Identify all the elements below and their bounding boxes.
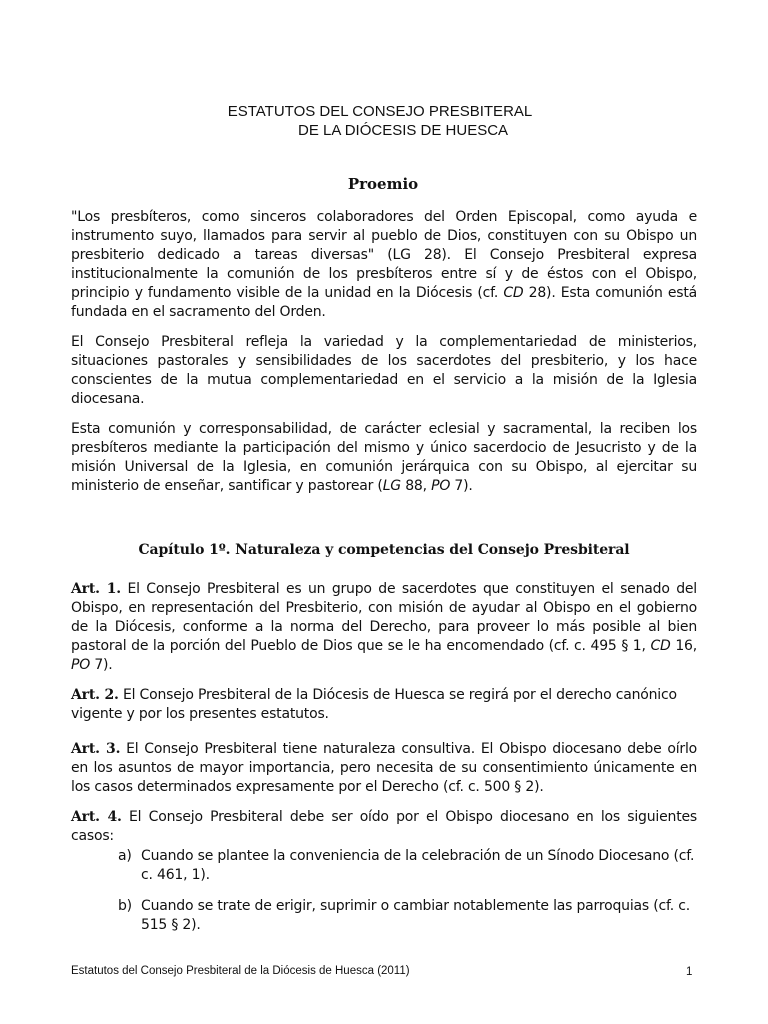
list-item-text: Cuando se trate de erigir, suprimir o cambiar notablemente las parroquias (cf. c. 515 § 2). <box>141 898 690 933</box>
document-title-line1: ESTATUTOS DEL CONSEJO PRESBITERAL <box>227 103 533 120</box>
article-1-end: 7). <box>90 657 113 673</box>
article-2-text: El Consejo Presbiteral de la Diócesis de Huesca se regirá por el derecho canónico vigente y por los presentes estatutos. <box>71 687 677 722</box>
proemio-p3-cite-lg: LG <box>382 478 401 494</box>
article-1-cite-cd: CD <box>650 638 671 654</box>
list-item-text: Cuando se plantee la conveniencia de la celebración de un Sínodo Diocesano (cf. c. 461, 1). <box>141 848 695 883</box>
proemio-paragraph-3 <box>71 420 697 496</box>
proemio-paragraph-2 <box>71 333 697 409</box>
chapter-1-heading: Capítulo 1º. Naturaleza y competencias del Consejo Presbiteral <box>138 542 630 558</box>
article-3-label: Art. 3. <box>71 741 121 757</box>
proemio-paragraph-1 <box>71 208 697 322</box>
article-1-label: Art. 1. <box>71 581 121 597</box>
article-3-text: El Consejo Presbiteral tiene naturaleza consultiva. El Obispo diocesano debe oírlo en los asuntos de mayor importancia, pero necesita de su consentimiento únicamente en los casos determinados expresamente por el Derecho (cf. c. 500 § 2). <box>71 741 697 795</box>
proemio-p3-mid: 88, <box>400 478 432 494</box>
article-2-label: Art. 2. <box>71 687 119 703</box>
list-marker: b) <box>118 898 132 914</box>
proemio-p1-text: "Los presbíteros, como sinceros colaboradores del Orden Episcopal, como ayuda e instrumento suyo, llamados para servir al pueblo de Dios, constituyen con su Obispo un presbiterio dedicado a tareas diversas" (LG 28). El Consejo Presbiteral expresa institucionalmente la comunión de los presbíteros entre sí y de éstos con el Obispo, principio y fundamento visible de la unidad en la Diócesis (cf. <box>71 209 697 301</box>
proemio-heading-text: Proemio <box>347 175 419 193</box>
article-1 <box>71 580 697 675</box>
proemio-p3-cite-po: PO <box>431 478 451 494</box>
article-4 <box>71 808 697 846</box>
article-2 <box>71 686 697 724</box>
proemio-p2-text: El Consejo Presbiteral refleja la variedad y la complementariedad de ministerios, situaciones pastorales y sensibilidades de los sacerdotes del presbiterio, y los hace conscientes de la mutua complementariedad en el servicio a la misión de la Iglesia diocesana. <box>71 334 697 407</box>
proemio-p1-end: 28). Esta comunión está fundada en el sacramento del Orden. <box>71 285 698 320</box>
article-1-text: El Consejo Presbiteral es un grupo de sacerdotes que constituyen el senado del Obispo, en representación del Presbiterio, con misión de ayudar al Obispo en el gobierno de la Diócesis, conforme a la norma del Derecho, para proveer lo más posible al bien pastoral de la porción del Pueblo de Dios que se le ha encomendado (cf. c. 495 § 1, <box>71 581 697 654</box>
article-3 <box>71 740 697 797</box>
proemio-heading <box>0 175 768 193</box>
proemio-p3-text: Esta comunión y corresponsabilidad, de carácter eclesial y sacramental, la reciben los presbíteros mediante la participación del mismo y único sacerdocio de Jesucristo y de la misión Universal de la Iglesia, en comunión jerárquica con su Obispo, al ejercitar su ministerio de enseñar, santificar y pastorear ( <box>71 421 697 494</box>
article-4-item-a <box>118 847 696 885</box>
article-1-mid: 16, <box>670 638 698 654</box>
article-1-cite-po: PO <box>71 657 91 673</box>
proemio-p3-end: 7). <box>450 478 473 494</box>
footer-text: Estatutos del Consejo Presbiteral de la Diócesis de Huesca (2011) <box>71 965 410 977</box>
proemio-p1-cite: CD <box>503 285 524 301</box>
document-title-line2: DE LA DIÓCESIS DE HUESCA <box>298 122 509 139</box>
article-4-text: El Consejo Presbiteral debe ser oído por el Obispo diocesano en los siguientes casos: <box>71 809 697 844</box>
article-4-label: Art. 4. <box>71 809 122 825</box>
list-marker: a) <box>118 848 132 864</box>
article-4-item-b <box>118 897 696 935</box>
page-number: 1 <box>686 966 693 978</box>
